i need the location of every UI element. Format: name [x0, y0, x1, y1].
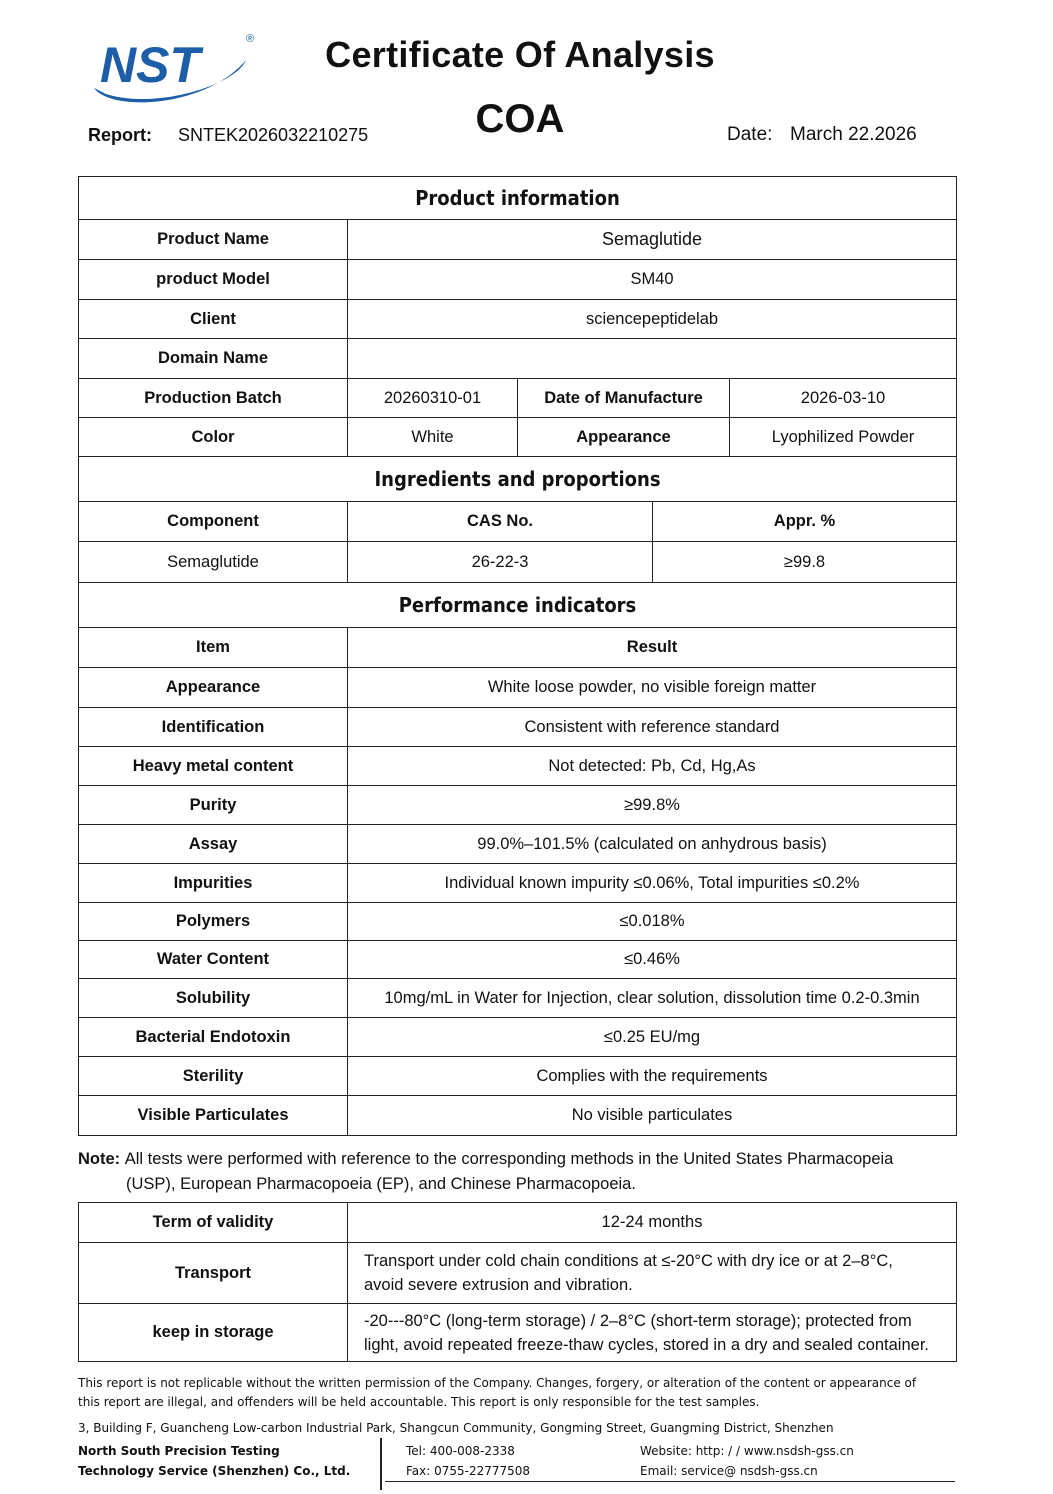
note-label: Note: [78, 1150, 121, 1168]
storage-value [348, 1304, 957, 1362]
section-heading-performance: Performance indicators [79, 583, 957, 628]
item-label: Identification [79, 708, 348, 747]
table-row [79, 1018, 957, 1057]
result-value: Complies with the requirements [348, 1057, 957, 1096]
table-row [79, 941, 957, 979]
table-row [79, 786, 957, 825]
model-value: SM40 [348, 260, 957, 300]
transport-line-2: avoid severe extrusion and vibration. [364, 1276, 633, 1294]
item-label: Polymers [79, 903, 348, 941]
document-title: Certificate Of Analysis [325, 34, 715, 75]
document-subtitle: COA [475, 97, 565, 141]
registered-mark: ® [246, 33, 255, 45]
item-label: Sterility [79, 1057, 348, 1096]
item-label: Heavy metal content [79, 747, 348, 786]
component-value: Semaglutide [79, 542, 348, 583]
note-line-2: (USP), European Pharmacopoeia (EP), and Chinese Pharmacopoeia. [126, 1175, 636, 1193]
result-value: Individual known impurity ≤0.06%, Total impurities ≤0.2% [348, 864, 957, 903]
table-row [79, 979, 957, 1018]
date-label: Date: [727, 124, 773, 145]
table-row [79, 864, 957, 903]
performance-table [78, 582, 957, 1136]
item-label: Purity [79, 786, 348, 825]
percent-value: ≥99.8 [653, 542, 957, 583]
company-address: 3, Building F, Guancheng Low-carbon Industrial Park, Shangcun Community, Gongming Street, Guangming District, Shenzhen [78, 1421, 834, 1435]
transport-line-1: Transport under cold chain conditions at ≤-20°C with dry ice or at 2–8°C, [364, 1252, 893, 1270]
item-label: Bacterial Endotoxin [79, 1018, 348, 1057]
section-heading-ingredients: Ingredients and proportions [79, 457, 957, 502]
item-label: Assay [79, 825, 348, 864]
phone: Tel: 400-008-2338 [406, 1444, 515, 1458]
result-value: ≥99.8% [348, 786, 957, 825]
result-value: No visible particulates [348, 1096, 957, 1136]
table-row [79, 825, 957, 864]
result-value: 10mg/mL in Water for Injection, clear solution, dissolution time 0.2-0.3min [348, 979, 957, 1018]
appearance-value: Lyophilized Powder [730, 418, 957, 457]
result-value: 99.0%–101.5% (calculated on anhydrous basis) [348, 825, 957, 864]
note-block [78, 1147, 956, 1197]
report-date: March 22.2026 [790, 124, 917, 145]
manufacture-date-value: 2026-03-10 [730, 379, 957, 418]
client-label: Client [79, 300, 348, 339]
footer-rule [385, 1481, 955, 1482]
table-row [79, 747, 957, 786]
company-name-line-2: Technology Service (Shenzhen) Co., Ltd. [78, 1464, 351, 1478]
email: Email: service@ nsdsh-gss.cn [640, 1464, 818, 1478]
ingredients-table [78, 456, 957, 583]
cas-value: 26-22-3 [348, 542, 653, 583]
result-value: ≤0.018% [348, 903, 957, 941]
section-heading-product-info: Product information [79, 177, 957, 220]
table-row [79, 668, 957, 708]
col-header-component: Component [79, 502, 348, 542]
storage-line-2: light, avoid repeated freeze-thaw cycles, stored in a dry and sealed container. [364, 1335, 929, 1354]
appearance-label: Appearance [518, 418, 730, 457]
result-value: ≤0.46% [348, 941, 957, 979]
result-value: Not detected: Pb, Cd, Hg,As [348, 747, 957, 786]
product-name-value: Semaglutide [348, 220, 957, 260]
disclaimer-line-1: This report is not replicable without the written permission of the Company. Changes, forgery, or alteration of the content or appearance of [78, 1376, 917, 1390]
transport-value [348, 1243, 957, 1304]
report-label: Report: [88, 125, 152, 145]
batch-value: 20260310-01 [348, 379, 518, 418]
item-label: Water Content [79, 941, 348, 979]
table-row [79, 1057, 957, 1096]
result-value: ≤0.25 EU/mg [348, 1018, 957, 1057]
disclaimer-line-2: this report are illegal, and offenders will be held accountable. This report is only responsible for the test samples. [78, 1395, 760, 1409]
company-name [78, 1441, 350, 1481]
table-row [79, 903, 957, 941]
batch-label: Production Batch [79, 379, 348, 418]
disclaimer [78, 1374, 956, 1412]
table-row [79, 708, 957, 747]
storage-label: keep in storage [79, 1304, 348, 1362]
color-label: Color [79, 418, 348, 457]
item-label: Appearance [79, 668, 348, 708]
item-label: Impurities [79, 864, 348, 903]
manufacture-date-label: Date of Manufacture [518, 379, 730, 418]
result-value: White loose powder, no visible foreign matter [348, 668, 957, 708]
client-value: sciencepeptidelab [348, 300, 957, 339]
storage-line-1: -20---80°C (long-term storage) / 2–8°C (short-term storage); protected from [364, 1311, 912, 1330]
fax: Fax: 0755-22777508 [406, 1464, 531, 1478]
domain-label: Domain Name [79, 339, 348, 379]
website: Website: http: / / www.nsdsh-gss.cn [640, 1444, 854, 1458]
col-header-percent: Appr. % [653, 502, 957, 542]
company-name-line-1: North South Precision Testing [78, 1444, 280, 1458]
validity-label: Term of validity [79, 1203, 348, 1243]
storage-table [78, 1202, 957, 1362]
contact-phone-fax [406, 1441, 530, 1481]
color-value: White [348, 418, 518, 457]
col-header-cas: CAS No. [348, 502, 653, 542]
report-number: SNTEK2026032210275 [178, 125, 369, 145]
validity-value: 12-24 months [348, 1203, 957, 1243]
transport-label: Transport [79, 1243, 348, 1304]
result-value: Consistent with reference standard [348, 708, 957, 747]
footer-divider [380, 1438, 382, 1490]
logo-text: NST [100, 37, 200, 93]
product-info-table [78, 176, 957, 457]
item-label: Visible Particulates [79, 1096, 348, 1136]
contact-web-email [640, 1441, 854, 1481]
table-row [79, 1096, 957, 1136]
col-header-result: Result [348, 628, 957, 668]
item-label: Solubility [79, 979, 348, 1018]
domain-value [348, 339, 957, 379]
model-label: product Model [79, 260, 348, 300]
col-header-item: Item [79, 628, 348, 668]
product-name-label: Product Name [79, 220, 348, 260]
note-line-1: All tests were performed with reference to the corresponding methods in the United States Pharmacopeia [124, 1150, 894, 1168]
